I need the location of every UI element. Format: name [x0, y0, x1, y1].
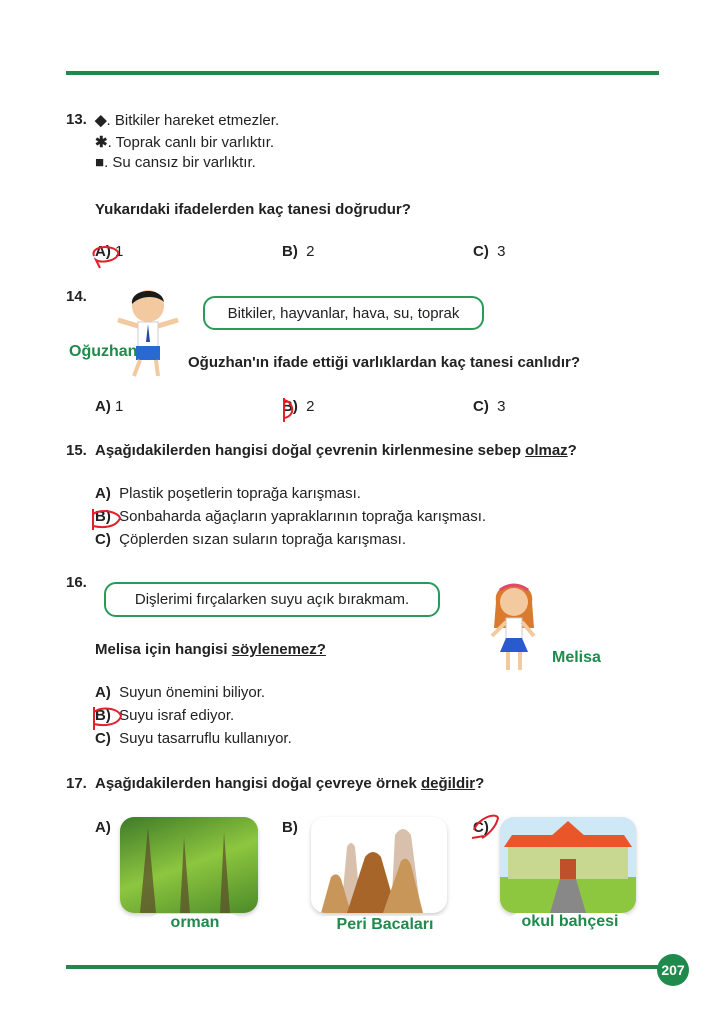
asterisk-icon: ✱ [95, 134, 108, 151]
page-number: 207 [657, 954, 689, 986]
question-end: ? [567, 442, 577, 459]
question-text: Yukarıdaki ifadelerden kaç tanesi doğrudur? [95, 201, 411, 218]
option-letter: A) [95, 684, 111, 701]
option-text: 3 [497, 398, 506, 415]
option-text: Sonbaharda ağaçların yapraklarının toprağa karışması. [119, 508, 487, 525]
question-main: Aşağıdakilerden hangisi doğal çevreye örnek [95, 775, 421, 792]
option-b[interactable] [282, 243, 315, 260]
rock-formations-icon [311, 817, 447, 913]
top-divider [66, 71, 659, 75]
option-b-caption: Peri Bacaları [320, 916, 450, 934]
option-text: Suyu tasarruflu kullanıyor. [119, 730, 292, 747]
option-c[interactable] [473, 398, 506, 415]
option-c-caption: okul bahçesi [510, 913, 630, 931]
option-letter: B) [282, 243, 298, 260]
trees-icon [120, 817, 258, 913]
option-letter: A) [95, 485, 111, 502]
option-text: 1 [115, 398, 124, 415]
question-main: Melisa için hangisi [95, 641, 232, 658]
option-letter: B) [95, 707, 111, 724]
question-number: 16. [66, 574, 87, 591]
option-text: 2 [306, 398, 315, 415]
option-letter: B) [95, 508, 111, 525]
option-b[interactable] [95, 508, 486, 525]
option-b[interactable] [282, 398, 315, 415]
question-number: 13. [66, 111, 87, 128]
question-end: ? [475, 775, 485, 792]
option-letter: B) [282, 398, 298, 415]
option-text: 3 [497, 243, 506, 260]
option-c[interactable] [95, 730, 292, 747]
option-a-caption: orman [150, 914, 240, 932]
diamond-icon: ◆ [95, 112, 107, 129]
fairy-chimneys-image[interactable] [311, 817, 447, 913]
option-a[interactable] [95, 398, 123, 415]
option-c-letter[interactable]: C) [473, 819, 489, 836]
speech-text: Bitkiler, hayvanlar, hava, su, toprak [227, 304, 460, 322]
option-letter: C) [95, 531, 111, 548]
question-emphasis: olmaz [525, 442, 568, 459]
boy-illustration [112, 284, 184, 382]
option-letter: C) [473, 243, 489, 260]
speech-bubble [104, 582, 440, 617]
option-letter: A) [95, 398, 111, 415]
school-building-icon [500, 817, 636, 913]
question-number: 14. [66, 288, 87, 305]
statement [95, 133, 274, 151]
character-name: Melisa [552, 649, 601, 666]
option-letter: C) [473, 398, 489, 415]
statement-text: . Su cansız bir varlıktır. [104, 154, 256, 171]
option-text: Çöplerden sızan suların toprağa karışması. [119, 531, 406, 548]
question-text: Oğuzhan'ın ifade ettiği varlıklardan kaç tanesi canlıdır? [188, 354, 581, 371]
question-emphasis: söylenemez? [231, 641, 326, 658]
option-letter: A) [95, 243, 111, 260]
question-number: 15. [66, 442, 87, 459]
statement [95, 111, 279, 129]
statement [95, 154, 256, 171]
bottom-divider [66, 965, 662, 969]
question-emphasis: değildir [420, 775, 476, 792]
question-number: 17. [66, 775, 87, 792]
statement-text: . Bitkiler hareket etmezler. [106, 112, 280, 129]
question-text [95, 641, 326, 658]
speech-bubble [203, 296, 484, 330]
character-name: Oğuzhan [69, 343, 138, 360]
schoolyard-image[interactable] [500, 817, 636, 913]
option-text: Suyu israf ediyor. [119, 707, 235, 724]
option-letter: C) [95, 730, 111, 747]
square-icon: ■ [95, 154, 105, 171]
option-c[interactable] [473, 243, 506, 260]
question-main: Aşağıdakilerden hangisi doğal çevrenin kirlenmesine sebep [95, 442, 526, 459]
option-text: Suyun önemini biliyor. [119, 684, 266, 701]
option-text: 2 [306, 243, 315, 260]
option-a-letter[interactable]: A) [95, 819, 111, 836]
option-c[interactable] [95, 531, 406, 548]
speech-text: Dişlerimi fırçalarken suyu açık bırakmam. [134, 591, 410, 608]
option-text: 1 [115, 243, 124, 260]
question-text [95, 775, 484, 792]
option-b[interactable] [95, 707, 234, 724]
option-a[interactable] [95, 684, 265, 701]
option-a[interactable] [95, 243, 123, 260]
option-a[interactable] [95, 485, 361, 502]
option-text: Plastik poşetlerin toprağa karışması. [119, 485, 361, 502]
forest-image[interactable] [120, 817, 258, 913]
girl-illustration [484, 578, 544, 674]
statement-text: . Toprak canlı bir varlıktır. [107, 134, 275, 151]
option-b-letter[interactable]: B) [282, 819, 298, 836]
question-text [95, 442, 577, 459]
